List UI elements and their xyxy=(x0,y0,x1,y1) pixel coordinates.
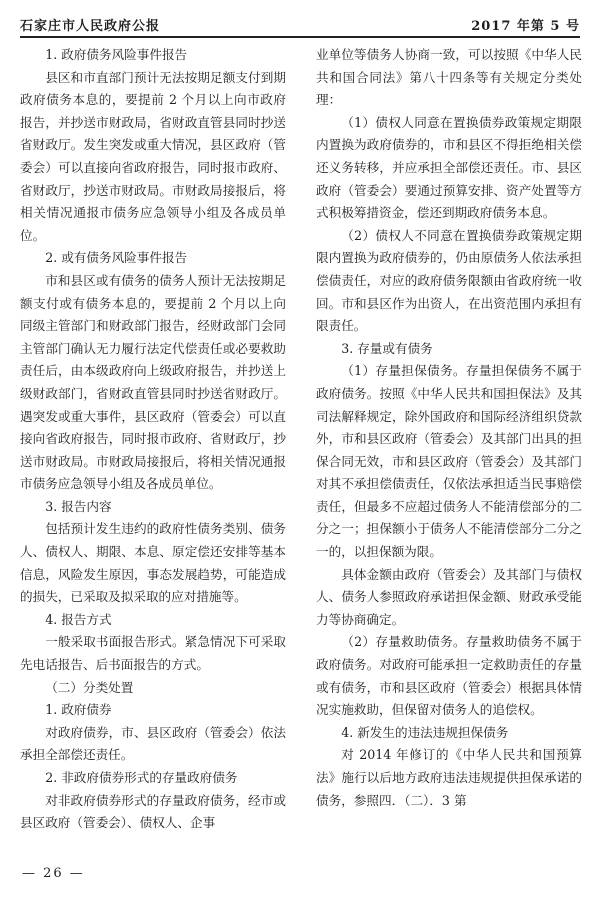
paragraph-continued: 业单位等债务人协商一致，可以按照《中华人民共和国合同法》第八十四条等有关规定分类处理： xyxy=(316,47,582,108)
section-heading: 4. 新发生的违法违规担保债务 xyxy=(341,724,509,740)
paragraph: 包括预计发生违约的政府性债务类别、债务人、债权人、期限、本息、原定偿还安排等基本信息，风险发生原因，事态发展趋势，可能造成的损失，已采取及拟采取的应对措施等。 xyxy=(20,521,286,605)
section-heading: 1. 政府债务风险事件报告 xyxy=(45,47,188,62)
page-header xyxy=(20,10,580,34)
paragraph: （2）存量救助债务。存量救助债务不属于政府债务。对政府可能承担一定救助责任的存量或有债务，市和县区政府（管委会）根据具体情况实施救助，但保留对债务人的追偿权。 xyxy=(316,634,582,718)
paragraph: （1）存量担保债务。存量担保债务不属于政府债务。按照《中华人民共和国担保法》及其司法解释规定，除外国政府和国际经济组织贷款外，市和县区政府（管委会）及其部门出具的担保合同无效，市和县区政府（管委会）及其部门对其不承担偿债责任，仅依法承担适当民事赔偿责任，但最多不应超过债务人不能清偿部分的二分之一；担保额小于债务人不能清偿部分二分之一的，以担保额为限。 xyxy=(316,363,582,560)
section-heading: （二）分类处置 xyxy=(45,679,134,695)
section-heading: 2. 非政府债券形式的存量政府债务 xyxy=(45,770,238,785)
issue-number: 2017 年第 5 号 xyxy=(471,19,580,34)
paragraph: 对非政府债券形式的存量政府债务，经市或县区政府（管委会）、债权人、企事 xyxy=(20,792,286,831)
section-heading: 4. 报告方式 xyxy=(45,611,112,627)
paragraph: （1）债权人同意在置换债券政策规定期限内置换为政府债券的，市和县区不得拒绝相关偿还义务转移，并应承担全部偿还责任。市、县区政府（管委会）要通过预算安排、资产处置等方式积极筹措资金，偿还到期政府债务本息。 xyxy=(316,114,582,221)
section-heading: 1. 政府债券 xyxy=(45,702,112,718)
section-heading: 3. 报告内容 xyxy=(45,498,112,514)
page-number: — 26 — xyxy=(22,866,85,881)
left-column xyxy=(20,44,286,835)
header-rule xyxy=(20,36,580,38)
paragraph: 市和县区或有债务的债务人预计无法按期足额支付或有债务本息的，要提前 2 个月以上向同级主管部门和财政部门报告，经财政部门会同主管部门确认无力履行法定代偿责任或必要救助责任后，由本级政府向上级政府报告，并抄送上级财政部门，省财政直管县同时抄送省财政厅。遇突发或重大事件，县区政府（管委会）可以直接向省政府报告，同时报市政府、省财政厅，抄送市财政局。市财政局接报后，将相关情况通报市债务应急领导小组及各成员单位。 xyxy=(20,272,286,492)
section-heading: 2. 或有债务风险事件报告 xyxy=(45,250,188,266)
section-heading: 3. 存量或有债务 xyxy=(341,340,433,356)
paragraph: （2）债权人不同意在置换债券政策规定期限内置换为政府债券的，仍由原债务人依法承担偿债责任，对应的政府债务限额由省政府统一收回。市和县区作为出资人，在出资范围内承担有限责任。 xyxy=(316,227,582,334)
publication-title: 石家庄市人民政府公报 xyxy=(20,19,161,34)
right-column xyxy=(316,44,582,812)
paragraph: 县区和市直部门预计无法按期足额支付到期政府债务本息的，要提前 2 个月以上向市政府报告，并抄送市财政局，省财政直管县同时抄送省财政厅。发生突发或重大情况，县区政府（管委会）可以直接向省政府报告，同时报市政府、省财政厅，抄送市财政局。市财政局接报后，将相关情况通报市债务应急领导小组及各成员单位。 xyxy=(20,69,286,243)
paragraph: 一般采取书面报告形式。紧急情况下可采取先电话报告、后书面报告的方式。 xyxy=(20,634,286,673)
paragraph: 对 2014 年修订的《中华人民共和国预算法》施行以后地方政府违法违规提供担保承诺的债务，参照四．（二）．3 第 xyxy=(316,747,582,808)
paragraph: 对政府债券，市、县区政府（管委会）依法承担全部偿还责任。 xyxy=(20,724,286,763)
paragraph: 具体金额由政府（管委会）及其部门与债权人、债务人参照政府承诺担保金额、财政承受能力等协商确定。 xyxy=(316,566,582,627)
